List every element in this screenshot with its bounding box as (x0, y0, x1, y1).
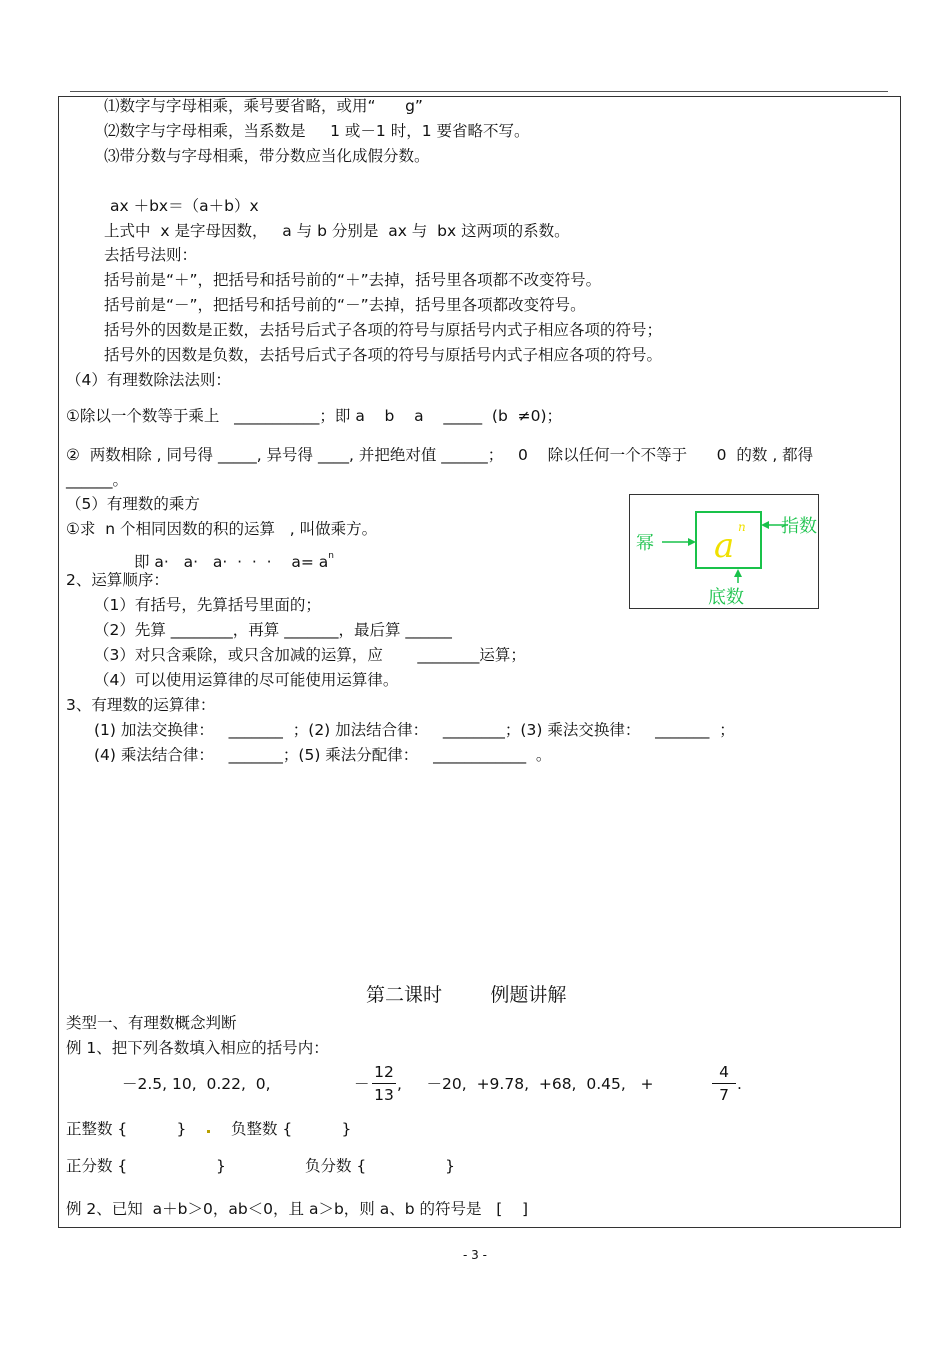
rule-line-1: ⑴数字与字母相乘，乘号要省略，或用“ g” (104, 97, 423, 115)
example-2: 例 2、已知 a＋b＞0，ab＜0，且 a＞b，则 a、b 的符号是 [ ] (66, 1200, 529, 1218)
distributive-formula: ax ＋bx＝（a＋b）x (110, 197, 259, 215)
stray-mark (207, 1130, 210, 1133)
order-3: （3）对只含乘除，或只含加减的运算，应 ________运算； (94, 646, 526, 664)
bracket-rule-heading: 去括号法则： (104, 246, 198, 264)
laws-line-1: (1) 加法交换律： _______ ；(2) 加法结合律： ________；(3) 乘法交换律： _______ ； (94, 721, 735, 739)
numbers-part-1: －2.5, 10, 0.22, 0, (122, 1075, 271, 1093)
rule-line-2: ⑵数字与字母相乘，当系数是 1 或－1 时，1 要省略不写。 (104, 122, 530, 140)
division-rule-2-cont: ______。 (66, 471, 129, 489)
bracket-rule-3: 括号外的因数是正数，去括号后式子各项的符号与原括号内式子相应各项的符号； (104, 321, 663, 339)
order-1: （1）有括号，先算括号里面的； (94, 596, 321, 614)
negative-sign: － (354, 1075, 370, 1093)
example-1: 例 1、把下列各数填入相应的括号内： (66, 1039, 329, 1057)
order-heading: 2、运算顺序： (66, 571, 169, 589)
power-diagram (629, 494, 819, 609)
diagram-base-letter: a (714, 526, 735, 566)
negative-fraction-set: 负分数 { } (305, 1157, 455, 1175)
power-heading: （5）有理数的乘方 (66, 495, 200, 513)
fraction-1-bar (372, 1083, 396, 1084)
fraction-1-numerator: 12 (374, 1063, 394, 1081)
diagram-exp-letter: n (738, 520, 746, 534)
diagram-label-base: 底数 (708, 587, 744, 608)
base-arrow-head (734, 569, 742, 577)
power-superscript: n (328, 551, 334, 561)
power-arrow-head (688, 538, 696, 546)
type-heading: 类型一、有理数概念判断 (66, 1014, 237, 1032)
fraction-2-bar (712, 1083, 736, 1084)
formula-note: 上式中 x 是字母因数， a 与 b 分别是 ax 与 bx 这两项的系数。 (104, 222, 570, 240)
bracket-rule-1: 括号前是“＋”，把括号和括号前的“＋”去掉，括号里各项都不改变符号。 (104, 271, 602, 289)
fraction-2-denominator: 7 (719, 1086, 729, 1104)
power-expression: 即 a· a· a· · · · $a= a^n$ (134, 551, 334, 571)
page-number: - 3 - (463, 1248, 487, 1262)
fraction-4-7 (709, 1063, 739, 1104)
positive-integer-set: 正整数 { } (66, 1120, 187, 1138)
exponent-arrow-head (761, 521, 769, 529)
division-rule-2: ② 两数相除 , 同号得 _____, 异号得 ____, 并把绝对值 ______； 0 除以任何一个不等于 0 的数 , 都得 (66, 446, 814, 464)
numbers-part-2: , －20, +9.78, +68, 0.45, + (397, 1075, 654, 1093)
laws-heading: 3、有理数的运算律： (66, 696, 216, 714)
power-diagram-svg (630, 495, 820, 610)
negative-integer-set: 负整数 { } (231, 1120, 352, 1138)
bracket-rule-4: 括号外的因数是负数，去括号后式子各项的符号与原括号内式子相应各项的符号。 (104, 346, 663, 364)
fraction-2-numerator: 4 (719, 1063, 729, 1081)
power-definition: ①求 n 个相同因数的积的运算 , 叫做乘方。 (66, 520, 378, 538)
diagram-label-power: 幂 (636, 533, 654, 554)
header-rule (70, 91, 888, 92)
rule-line-3: ⑶带分数与字母相乘，带分数应当化成假分数。 (104, 147, 430, 165)
division-rule-1: ①除以一个数等于乘上 ___________；即 a b a _____ (b ≠0)； (66, 407, 563, 425)
positive-fraction-set: 正分数 { } (66, 1157, 226, 1175)
division-heading: （4）有理数除法法则： (66, 371, 231, 389)
bracket-rule-2: 括号前是“－”，把括号和括号前的“－”去掉，括号里各项都改变符号。 (104, 296, 586, 314)
fraction-12-13 (369, 1063, 399, 1104)
fraction-1-denominator: 13 (374, 1086, 394, 1104)
lesson-title: 第二课时 例题讲解 (366, 984, 567, 1006)
numbers-period: . (737, 1075, 742, 1093)
order-2: （2）先算 ________，再算 _______，最后算 ______ (94, 621, 452, 639)
order-4: （4）可以使用运算律的尽可能使用运算律。 (94, 671, 399, 689)
laws-line-2: (4) 乘法结合律： _______；(5) 乘法分配律： ____________ 。 (94, 746, 552, 764)
diagram-label-exponent: 指数 (781, 516, 817, 537)
